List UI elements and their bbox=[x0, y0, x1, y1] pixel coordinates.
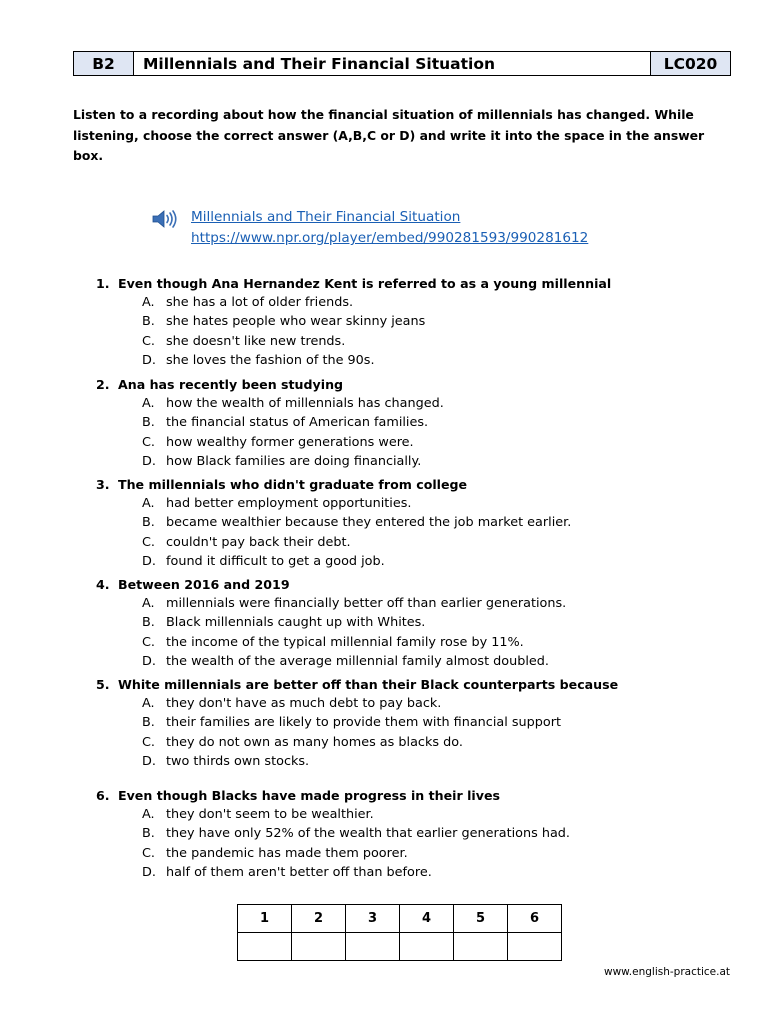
option-text: half of them aren't better off than before. bbox=[166, 865, 432, 881]
option-letter: A. bbox=[142, 696, 155, 711]
answer-option bbox=[96, 752, 716, 771]
answer-option bbox=[96, 513, 716, 532]
option-text: how wealthy former generations were. bbox=[166, 434, 414, 450]
answer-option bbox=[96, 533, 716, 552]
answer-box-header: 2 bbox=[292, 905, 346, 933]
option-letter: C. bbox=[142, 845, 156, 861]
question-4 bbox=[96, 575, 716, 672]
answer-box-header-row bbox=[238, 905, 562, 933]
question-number: 2. bbox=[96, 377, 110, 392]
option-text: had better employment opportunities. bbox=[166, 496, 412, 511]
answer-box-header: 6 bbox=[508, 905, 562, 933]
answer-box-header: 4 bbox=[400, 905, 454, 933]
answer-option bbox=[96, 413, 716, 432]
option-letter: B. bbox=[142, 715, 155, 731]
answer-option bbox=[96, 633, 716, 652]
question-text: Between 2016 and 2019 bbox=[118, 577, 290, 592]
option-text: she has a lot of older friends. bbox=[166, 295, 354, 310]
answer-option bbox=[96, 494, 716, 513]
option-letter: A. bbox=[142, 496, 155, 511]
option-text: millennials were financially better off than earlier generations. bbox=[166, 596, 567, 611]
question-number: 1. bbox=[96, 276, 110, 291]
question-stem bbox=[96, 786, 716, 805]
option-letter: C. bbox=[142, 634, 156, 650]
option-text: they do not own as many homes as blacks do. bbox=[166, 734, 463, 750]
option-letter: D. bbox=[142, 454, 156, 470]
option-text: the financial status of American families. bbox=[166, 415, 429, 431]
option-text: she loves the fashion of the 90s. bbox=[166, 353, 375, 369]
answer-box-input-row bbox=[238, 933, 562, 961]
instructions: Listen to a recording about how the financial situation of millennials has changed. While listening, choose the correct answer (A,B,C or D) and write it into the space in the answer box. bbox=[73, 107, 705, 163]
answer-option bbox=[96, 863, 716, 882]
answer-box-cell[interactable] bbox=[454, 933, 508, 961]
option-letter: A. bbox=[142, 396, 155, 411]
question-stem bbox=[96, 475, 716, 494]
answer-box-cell[interactable] bbox=[508, 933, 562, 961]
answer-box bbox=[237, 904, 562, 961]
question-1 bbox=[96, 274, 716, 371]
question-text: Even though Blacks have made progress in their lives bbox=[118, 788, 500, 803]
answer-option bbox=[96, 552, 716, 571]
option-text: found it difficult to get a good job. bbox=[166, 554, 385, 570]
option-letter: B. bbox=[142, 615, 155, 631]
question-text: The millennials who didn't graduate from college bbox=[118, 477, 468, 492]
question-number: 4. bbox=[96, 577, 110, 592]
answer-box-cell[interactable] bbox=[346, 933, 400, 961]
answer-box-header: 1 bbox=[238, 905, 292, 933]
option-text: they have only 52% of the wealth that earlier generations had. bbox=[166, 826, 570, 842]
option-text: how Black families are doing financially. bbox=[166, 454, 422, 470]
answer-option bbox=[96, 805, 716, 824]
question-2 bbox=[96, 375, 716, 472]
option-text: how the wealth of millennials has changed. bbox=[166, 396, 444, 411]
answer-box-cell[interactable] bbox=[400, 933, 454, 961]
option-letter: C. bbox=[142, 534, 156, 550]
option-text: couldn't pay back their debt. bbox=[166, 534, 351, 550]
option-letter: C. bbox=[142, 333, 156, 349]
worksheet-title: Millennials and Their Financial Situation bbox=[134, 52, 651, 76]
question-5 bbox=[96, 675, 716, 772]
question-stem bbox=[96, 274, 716, 293]
answer-option bbox=[96, 293, 716, 312]
option-letter: A. bbox=[142, 807, 155, 822]
option-letter: B. bbox=[142, 314, 155, 330]
option-text: she hates people who wear skinny jeans bbox=[166, 314, 426, 330]
option-text: two thirds own stocks. bbox=[166, 754, 310, 770]
answer-option bbox=[96, 452, 716, 471]
footer-website: www.english-practice.at bbox=[603, 966, 730, 978]
answer-option bbox=[96, 351, 716, 370]
answer-option bbox=[96, 594, 716, 613]
option-text: they don't seem to be wealthier. bbox=[166, 807, 374, 822]
answer-option bbox=[96, 394, 716, 413]
option-text: she doesn't like new trends. bbox=[166, 333, 346, 349]
option-text: the pandemic has made them poorer. bbox=[166, 845, 408, 861]
option-letter: A. bbox=[142, 596, 155, 611]
question-stem bbox=[96, 575, 716, 594]
option-letter: B. bbox=[142, 415, 155, 431]
option-letter: D. bbox=[142, 353, 156, 369]
question-number: 3. bbox=[96, 477, 110, 492]
question-stem bbox=[96, 375, 716, 394]
answer-option bbox=[96, 433, 716, 452]
option-text: Black millennials caught up with Whites. bbox=[166, 615, 426, 631]
answer-option bbox=[96, 694, 716, 713]
answer-option bbox=[96, 652, 716, 671]
question-number: 5. bbox=[96, 677, 110, 692]
question-number: 6. bbox=[96, 788, 110, 803]
option-letter: A. bbox=[142, 295, 155, 310]
question-text: Even though Ana Hernandez Kent is referred to as a young millennial bbox=[118, 276, 612, 291]
question-6 bbox=[96, 786, 716, 883]
answer-box-cell[interactable] bbox=[292, 933, 346, 961]
option-letter: B. bbox=[142, 515, 155, 531]
answer-option bbox=[96, 824, 716, 843]
option-letter: C. bbox=[142, 434, 156, 450]
option-letter: D. bbox=[142, 554, 156, 570]
worksheet-header bbox=[73, 51, 731, 76]
option-text: they don't have as much debt to pay back. bbox=[166, 696, 442, 711]
answer-option bbox=[96, 312, 716, 331]
answer-option bbox=[96, 332, 716, 351]
option-text: the income of the typical millennial family rose by 11%. bbox=[166, 634, 524, 650]
answer-box-cell[interactable] bbox=[238, 933, 292, 961]
question-3 bbox=[96, 475, 716, 572]
speaker-icon[interactable] bbox=[152, 209, 178, 229]
question-text: White millennials are better off than their Black counterparts because bbox=[118, 677, 619, 692]
option-letter: B. bbox=[142, 826, 155, 842]
answer-box-header: 5 bbox=[454, 905, 508, 933]
answer-option bbox=[96, 613, 716, 632]
answer-option bbox=[96, 713, 716, 732]
level-badge: B2 bbox=[74, 52, 134, 76]
question-stem bbox=[96, 675, 716, 694]
option-text: their families are likely to provide them with financial support bbox=[166, 715, 561, 731]
audio-url-link[interactable]: https://www.npr.org/player/embed/990281593/990281612 bbox=[191, 230, 589, 246]
option-letter: D. bbox=[142, 865, 156, 881]
option-letter: D. bbox=[142, 754, 156, 770]
worksheet-code: LC020 bbox=[651, 52, 731, 76]
option-letter: D. bbox=[142, 654, 156, 670]
option-letter: C. bbox=[142, 734, 156, 750]
option-text: became wealthier because they entered the job market earlier. bbox=[166, 515, 572, 531]
answer-box-header: 3 bbox=[346, 905, 400, 933]
question-text: Ana has recently been studying bbox=[118, 377, 344, 392]
audio-title-link[interactable]: Millennials and Their Financial Situation bbox=[191, 209, 461, 225]
answer-option bbox=[96, 844, 716, 863]
answer-option bbox=[96, 733, 716, 752]
option-text: the wealth of the average millennial family almost doubled. bbox=[166, 654, 549, 670]
